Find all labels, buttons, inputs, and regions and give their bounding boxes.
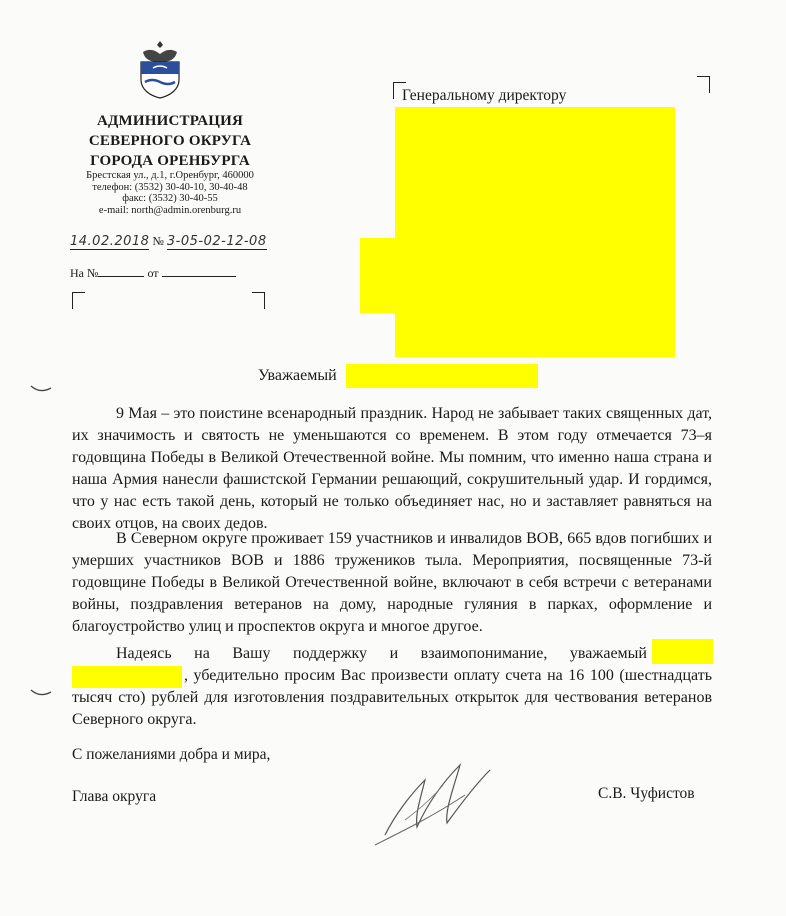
reference-from: от — [147, 266, 159, 280]
paragraph-3-first-line: Надеясь на Вашу поддержку и взаимопонимание, уважаемый — [116, 645, 647, 662]
recipient-redaction-main — [395, 107, 675, 357]
address-line: телефон: (3532) 30-40-10, 30-40-48 — [92, 181, 248, 193]
registration-line — [70, 234, 310, 250]
paragraph-2: В Северном округе проживает 159 участников и инвалидов ВОВ, 665 вдов погибших и умерших участников ВОВ и 1886 тружеников тыла. Мероприятия, посвященные 73-й годовщине Победы в Великой Отечественной войне, включают в себя встречи с ветеранами войны, поздравления ветеранов на дому, народные гуляния в парках, оформление и благоустройство улиц и проспектов округа и многое другое. — [72, 530, 712, 635]
address-line: e-mail: north@admin.orenburg.ru — [98, 204, 242, 216]
handwritten-signature-icon — [365, 735, 505, 855]
recipient-title: Генеральному директору — [402, 87, 567, 104]
recipient-redaction-side — [360, 238, 400, 313]
signer-title: Глава округа — [72, 788, 157, 805]
recipient-corner-tr — [697, 76, 710, 93]
paragraph-3-name-redaction-2 — [72, 666, 182, 688]
closing-line: С пожеланиями добра и мира, — [72, 746, 271, 763]
signer-name: С.В. Чуфистов — [598, 785, 695, 802]
registration-number: 3-05-02-12-08 — [166, 234, 267, 249]
salutation-name-redaction — [346, 364, 538, 388]
reference-line — [70, 265, 236, 281]
reference-number-blank — [98, 265, 144, 277]
org-line: АДМИНИСТРАЦИЯ — [97, 113, 243, 129]
paragraph-3-name-redaction-1 — [652, 639, 713, 664]
salutation-text: Уважаемый — [258, 367, 337, 384]
address-line: факс: (3532) 30-40-55 — [122, 193, 218, 205]
registration-number-label: № — [152, 234, 164, 248]
organization-address — [70, 170, 270, 216]
coat-of-arms-icon — [135, 38, 185, 100]
margin-mark-icon — [30, 384, 52, 394]
address-line: Брестская ул., д.1, г.Оренбург, 460000 — [86, 170, 254, 181]
reference-date-blank — [162, 265, 236, 277]
address-corner-tr — [252, 292, 265, 309]
organization-name — [70, 111, 270, 171]
registration-date: 14.02.2018 — [70, 234, 150, 249]
reference-prefix: На № — [70, 266, 99, 280]
org-line: ГОРОДА ОРЕНБУРГА — [90, 153, 250, 169]
margin-mark-icon — [30, 688, 52, 698]
paragraph-3-rest: , убедительно просим Вас произвести оплату счета на 16 100 (шестнадцать тысяч сто) рублей для изготовления поздравительных открыток для чествования ветеранов Северного округа. — [72, 667, 712, 728]
address-corner-tl — [72, 292, 85, 309]
org-line: СЕВЕРНОГО ОКРУГА — [88, 133, 252, 149]
salutation — [258, 367, 337, 385]
paragraph-1: 9 Мая – это поистине всенародный праздник. Народ не забывает таких священных дат, их значимость и святость не уменьшаются со временем. В этом году отмечается 73–я годовщина Победы в Великой Отечественной войне. Мы помним, что именно наша страна и наша Армия нанесли фашистской Германии решающий, сокрушительный удар. И гордимся, что у нас есть такой день, который не только объединяет нас, но и заставляет равняться на своих отцов, на своих дедов. — [72, 405, 712, 532]
